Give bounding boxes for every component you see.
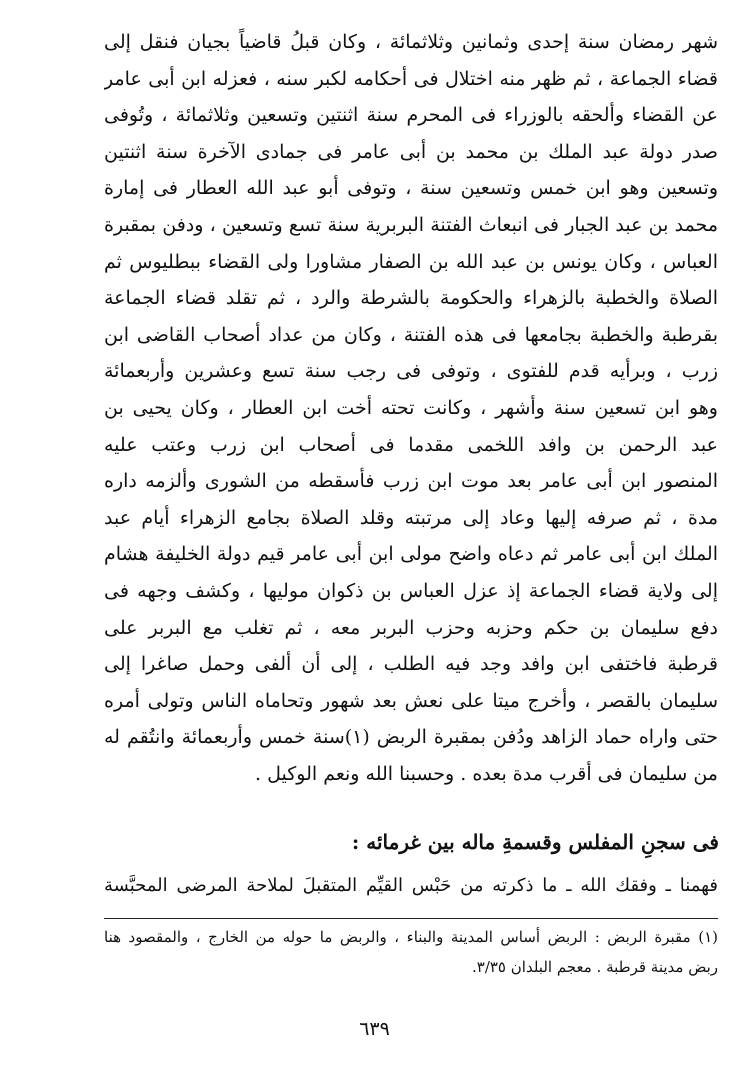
text-line: سليمان بالقصر ، وأخرج ميتا على نعش بعد شهور وتحاماه الناس وتولى أمره	[104, 689, 718, 712]
text-line: وتسعين وهو ابن خمس وتسعين سنة ، وتوفى أبو عبد الله العطار فى إمارة	[104, 177, 718, 200]
section-heading: فى سجنِ المفلس وقسمةِ ماله بين غرمائه :	[351, 830, 719, 854]
text-line: الصلاة والخطبة بالزهراء والحكومة بالشرطة والرد ، ثم تقلد قضاء الجماعة	[104, 287, 718, 310]
text-line: دفع سليمان بن حكم وحزبه وحزب البربر معه ، ثم تغلب مع البربر على	[104, 616, 718, 639]
text-line: محمد بن عبد الجبار فى انبعاث الفتنة البربرية سنة تسع وتسعين ، ودفن بمقبرة	[104, 213, 718, 236]
text-line: وهو ابن تسعين سنة وأشهر ، وكانت تحته أخت ابن العطار ، وكان يحيى بن	[104, 396, 718, 419]
text-line: حتى واراه حماد الزاهد ودُفن بمقبرة الربض (١)سنة خمس وأربعمائة وانتُقم له	[104, 726, 718, 749]
text-line: المنصور ابن أبى عامر بعد موت ابن زرب فأسقطه من الشورى وألزمه داره	[104, 470, 718, 493]
text-line: من سليمان فى أقرب مدة بعده . وحسبنا الله ونعم الوكيل .	[255, 762, 718, 785]
page-number: ٦٣٩	[359, 1018, 390, 1040]
text-line: عن القضاء وألحقه بالوزراء فى المحرم سنة اثنتين وتسعين وثلاثمائة ، وتُوفى	[104, 104, 718, 127]
text-line: شهر رمضان سنة إحدى وثمانين وثلاثمائة ، وكان قبلُ قاضياً بجيان فنقل إلى	[104, 31, 718, 53]
main-text	[104, 24, 718, 792]
text-line: قضاء الجماعة ، ثم ظهر منه اختلال فى أحكامه لكبر سنه ، فعزله ابن أبى عامر	[104, 67, 718, 90]
text-line: العباس ، وكان يونس بن عبد الله بن الصفار مشاورا ولى القضاء ببطليوس ثم	[104, 250, 718, 273]
text-line: زرب ، وبرأيه قدم للفتوى ، وتوفى فى رجب سنة تسع وعشرين وأربعمائة	[104, 360, 718, 383]
text-line: عبد الرحمن بن وافد اللخمى مقدما فى أصحاب ابن زرب وعتب عليه	[104, 433, 718, 456]
section-first-line: فهمنا ـ وفقك الله ـ ما ذكرته من حَبْس القيِّم المتقبلَ لملاحة المرضى المحبَّسة	[104, 875, 718, 896]
footnote	[104, 922, 718, 982]
text-line: مدة ، ثم صرفه إليها وعاد إلى مرتبته وقلد الصلاة بجامع الزهراء أيام عبد	[104, 506, 718, 529]
text-line: إلى ولاية قضاء الجماعة إذ عزل العباس بن ذكوان موليها ، وكشف وجهه فى	[104, 579, 718, 602]
text-line: بقرطبة والخطبة بجامعها فى هذه الفتنة ، وكان من عداد أصحاب القاضى ابن	[104, 323, 718, 346]
text-line: صدر دولة عبد الملك بن محمد بن أبى عامر فى جمادى الآخرة سنة اثنتين	[104, 140, 718, 163]
footnote-line: (١) مقبرة الربض : الربض أساس المدينة والبناء ، والربض ما حوله من الخارج ، والمقصود هنا	[104, 928, 718, 946]
footnote-line: ربض مدينة قرطبة . معجم البلدان ٣/٣٥.	[471, 958, 718, 976]
footnote-divider	[104, 918, 718, 919]
text-line: الملك ابن أبى عامر ثم دعاه واضح مولى ابن أبى عامر قيم دولة الخليفة هشام	[104, 543, 718, 566]
text-line: قرطبة فاختفى ابن وافد وجد فيه الطلب ، إلى أن ألفى وحمل صاغرا إلى	[104, 653, 718, 676]
